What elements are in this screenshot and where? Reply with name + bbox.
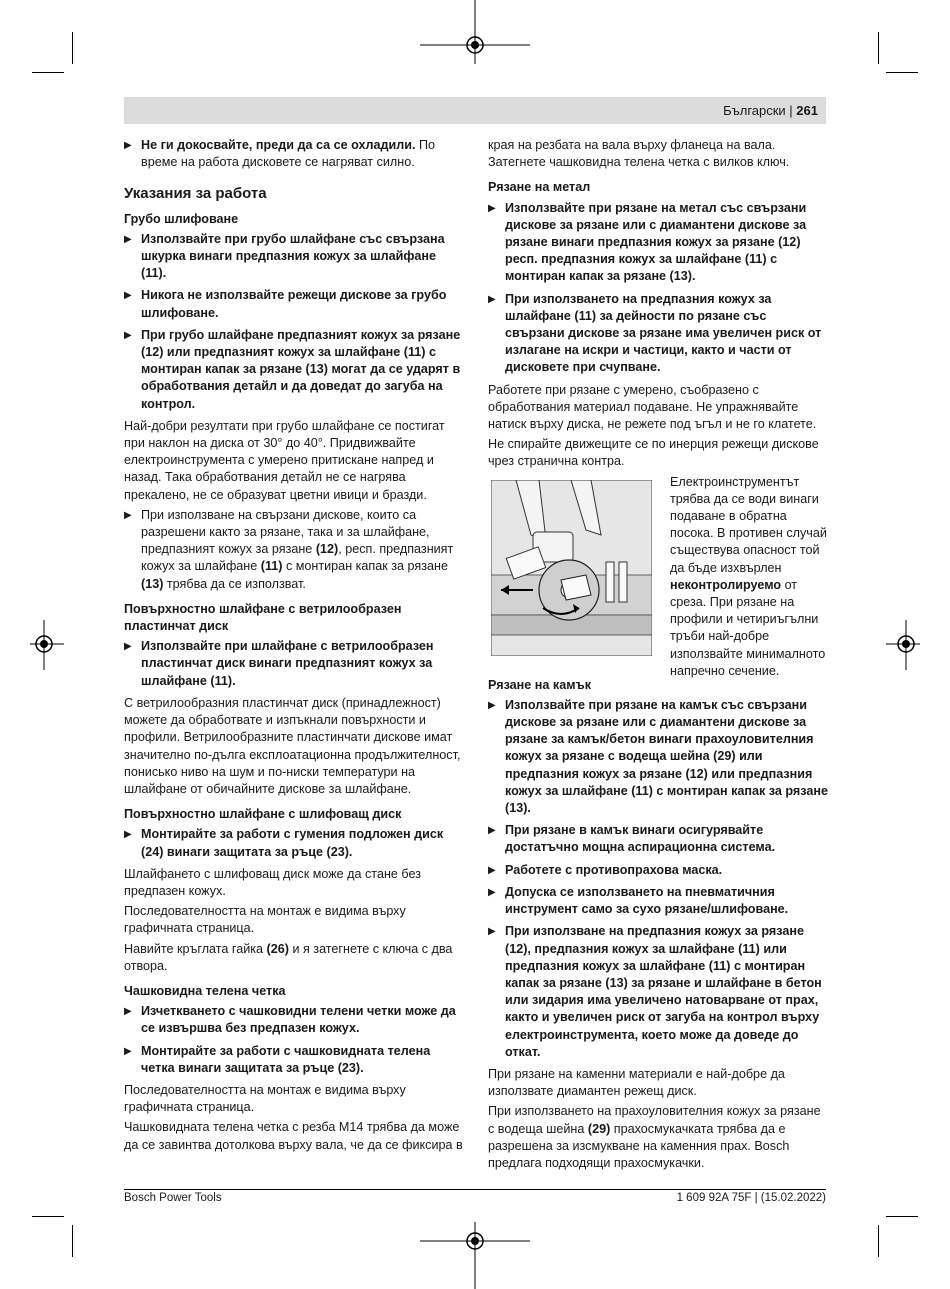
crop-mark — [878, 1225, 879, 1257]
warning-bullet: ▶ При използването на предпазния кожух за шлайфане (11) за дейности по рязане със свързани дискове за рязане има увеличен риск от излагане на искри и частици, както и части от дисковете при счупване. — [488, 291, 828, 377]
warning-bullet: ▶ Работете с противопрахова маска. — [488, 862, 828, 879]
body-paragraph: При рязане на каменни материали е най-добре да използвате диамантен режещ диск. — [488, 1066, 785, 1099]
cutting-illustration-icon — [491, 480, 652, 656]
warning-bullet: ▶ Използвайте при грубо шлайфане със свързана шкурка винаги предпазния кожух за шлайфане (11). — [124, 231, 464, 283]
subsection-title: Повърхностно шлайфане с ветрилообразен пластинчат диск — [124, 601, 402, 634]
subsection-title: Рязане на метал — [488, 180, 591, 195]
body-paragraph: Шлайфането с шлифоващ диск може да стане без предпазен кожух. — [124, 866, 421, 898]
warning-bullet: ▶ Монтирайте за работи с гумения подложен диск (24) винаги защитата за ръце (23). — [124, 826, 464, 860]
registration-mark-icon — [420, 1222, 530, 1289]
warning-bullet: ▶ Не ги докосвайте, преди да са се охладили. По време на работа дисковете се нагряват силно. — [124, 137, 464, 171]
figure-caption: Електроинструментът трябва да се води винаги подаване в обратна посока. В противен случай съществува опасност той да бъде изхвърлен неконтролируемо от среза. При рязане на профили и четириъгълни тръби най-добре използвайте минималното напречно сечение. — [670, 474, 827, 678]
body-paragraph: Чашковидната телена четка с резба M14 трябва да може да се завинтва дотолкова върху вала, че да се фиксира в — [124, 1120, 463, 1152]
page-header — [124, 97, 826, 124]
subsection-title: Грубо шлифоване — [124, 211, 239, 226]
crop-mark — [886, 72, 918, 73]
left-column — [124, 137, 464, 1157]
registration-mark-icon — [30, 620, 64, 670]
section-title: Указания за работа — [124, 185, 267, 203]
subsection-title: Рязане на камък — [488, 677, 592, 692]
registration-mark-icon — [886, 620, 920, 670]
warning-bullet: ▶ Никога не използвайте режещи дискове за грубо шлифоване. — [124, 287, 464, 321]
info-bullet: ▶ При използване на свързани дискове, които са разрешени както за рязане, така и за шлайфане, предпазният кожух за рязане (12), респ. предпазният кожух за шлайфане (11) с монтиран капак за рязане (13) трябва да се използват. — [124, 507, 464, 593]
body-paragraph: Последователността на монтаж е видима върху графичната страница. — [124, 904, 406, 936]
crop-mark — [886, 1216, 918, 1217]
crop-mark — [32, 1216, 64, 1217]
warning-bullet: ▶ При използване на предпазния кожух за рязане (12), предпазния кожух за шлайфане (11) или предпазния кожух за шлайфане (11) с монтиран капак за рязане (13) за рязане и шлайфане в бетон или зидария има увеличено натоварване от прах, както и увеличен риск от загуба на контрол върху електроинструмента, което може да доведе до откат. — [488, 923, 828, 1061]
body-paragraph: Най-добри резултати при грубо шлайфане се постигат при наклон на диска от 30° до 40°. Придвижвайте електроинструмента с умерено притискане напред и назад. Така обработвания детайл не се нагрява прекалено, не се образуват цветни ивици и бразди. — [124, 418, 445, 502]
body-paragraph: Работете при рязане с умерено, съобразено с обработвания материал подаване. Не упражнявайте натиск върху диска, не режете под ъгъл и не го клатете. — [488, 382, 817, 432]
body-paragraph: При използването на прахоуловителния кожух за рязане с водеща шейна (29) прахосмукачката трябва да е разрешена за изсмукване на каменния прах. Bosch предлага подходящи прахосмукачки. — [488, 1104, 821, 1170]
warning-bullet: ▶ При рязане в камък винаги осигурявайте достатъчно мощна аспирационна система. — [488, 822, 828, 856]
figure-block — [488, 474, 828, 678]
warning-bullet: ▶ Изчеткването с чашковидни телени четки може да се извършва без предпазен кожух. — [124, 1003, 464, 1037]
registration-mark-icon — [420, 0, 530, 64]
warning-bullet: ▶ Монтирайте за работи с чашковидната телена четка винаги защитата за ръце (23). — [124, 1043, 464, 1077]
footer-brand: Bosch Power Tools — [124, 1192, 222, 1204]
crop-mark — [72, 32, 73, 64]
body-paragraph: Последователността на монтаж е видима върху графичната страница. — [124, 1082, 406, 1115]
right-column — [488, 137, 828, 1175]
footer-doc-number: 1 609 92A 75F | (15.02.2022) — [676, 1192, 826, 1204]
body-paragraph: С ветрилообразния пластинчат диск (принадлежност) можете да обработвате и изпъкнали повърхности и профили. Ветрилообразните пластинчати дискове имат значително по-дълга експлоатационна продължителност, понисько ниво на шум и по-ниски температури на шлайфане от обичайните дискове за шлайфане. — [124, 695, 461, 796]
crop-mark — [72, 1225, 73, 1257]
warning-bullet: ▶ Допуска се използването на пневматичния инструмент само за сухо рязане/шлифоване. — [488, 884, 828, 918]
header-language: Български — [723, 103, 786, 118]
subsection-title: Чашковидна телена четка — [124, 983, 286, 998]
page-number: 261 — [796, 103, 818, 118]
crop-mark — [32, 72, 64, 73]
warning-bullet: ▶ Използвайте при рязане на камък със свързани дискове за рязане или с диамантени дискове за рязане за камък/бетон винаги прахоуловителния кожух за рязане с водеща шейна (29) или предпазния кожух за рязане (12) или предпазния кожух за шлайфане (11) с монтиран капак за рязане (13). — [488, 697, 828, 817]
footer-divider — [124, 1189, 826, 1190]
warning-bullet: ▶ Използвайте при рязане на метал със свързани дискове за рязане или с диамантени дискове за рязане винаги предпазния кожух за рязане (12) респ. предпазния кожух за шлайфане (11) с монтиран капак за рязане (13). — [488, 200, 828, 286]
warning-bullet: ▶ Използвайте при шлайфане с ветрилообразен пластинчат диск винаги предпазният кожух за шлайфане (11). — [124, 638, 464, 690]
header-text: Български | 261 — [723, 103, 818, 118]
subsection-title: Повърхностно шлайфане с шлифоващ диск — [124, 807, 402, 822]
warning-bullet: ▶ При грубо шлайфане предпазният кожух за рязане (12) или предпазният кожух за шлайфане (11) с монтиран капак за рязане (13) могат да се ударят в обработвания детайл и да доведат до загуба на контрол. — [124, 327, 464, 413]
body-paragraph: края на резбата на вала върху фланеца на вала. Затегнете чашковидна телена четка с вилков ключ. — [488, 138, 790, 170]
body-paragraph: Не спирайте движещите се по инерция режещи дискове чрез странична контра. — [488, 437, 819, 469]
body-paragraph: Навийте кръглата гайка (26) и я затегнете с ключа с два отвора. — [124, 941, 453, 973]
crop-mark — [878, 32, 879, 64]
